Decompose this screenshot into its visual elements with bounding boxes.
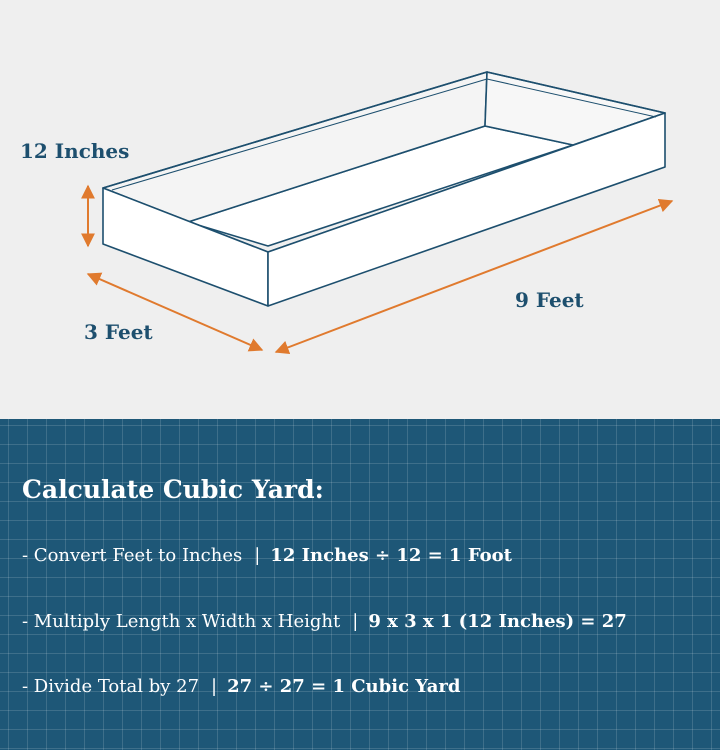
raised-bed-box — [103, 72, 665, 306]
calculation-panel — [0, 419, 720, 750]
step-separator: | — [211, 676, 218, 697]
step-multiply — [22, 611, 627, 632]
step-text: - Divide Total by 27 — [22, 676, 200, 697]
width-label: 3 Feet — [84, 320, 153, 344]
step-convert — [22, 545, 512, 566]
step-result: 27 ÷ 27 = 1 Cubic Yard — [227, 676, 461, 697]
height-label: 12 Inches — [20, 139, 130, 163]
step-text: - Multiply Length x Width x Height — [22, 611, 341, 632]
calculation-title: Calculate Cubic Yard: — [22, 475, 324, 504]
step-result: 12 Inches ÷ 12 = 1 Foot — [270, 545, 512, 566]
length-label: 9 Feet — [515, 288, 584, 312]
step-result: 9 x 3 x 1 (12 Inches) = 27 — [368, 611, 627, 632]
step-separator: | — [254, 545, 261, 566]
step-divide — [22, 676, 460, 697]
step-text: - Convert Feet to Inches — [22, 545, 243, 566]
step-separator: | — [352, 611, 359, 632]
